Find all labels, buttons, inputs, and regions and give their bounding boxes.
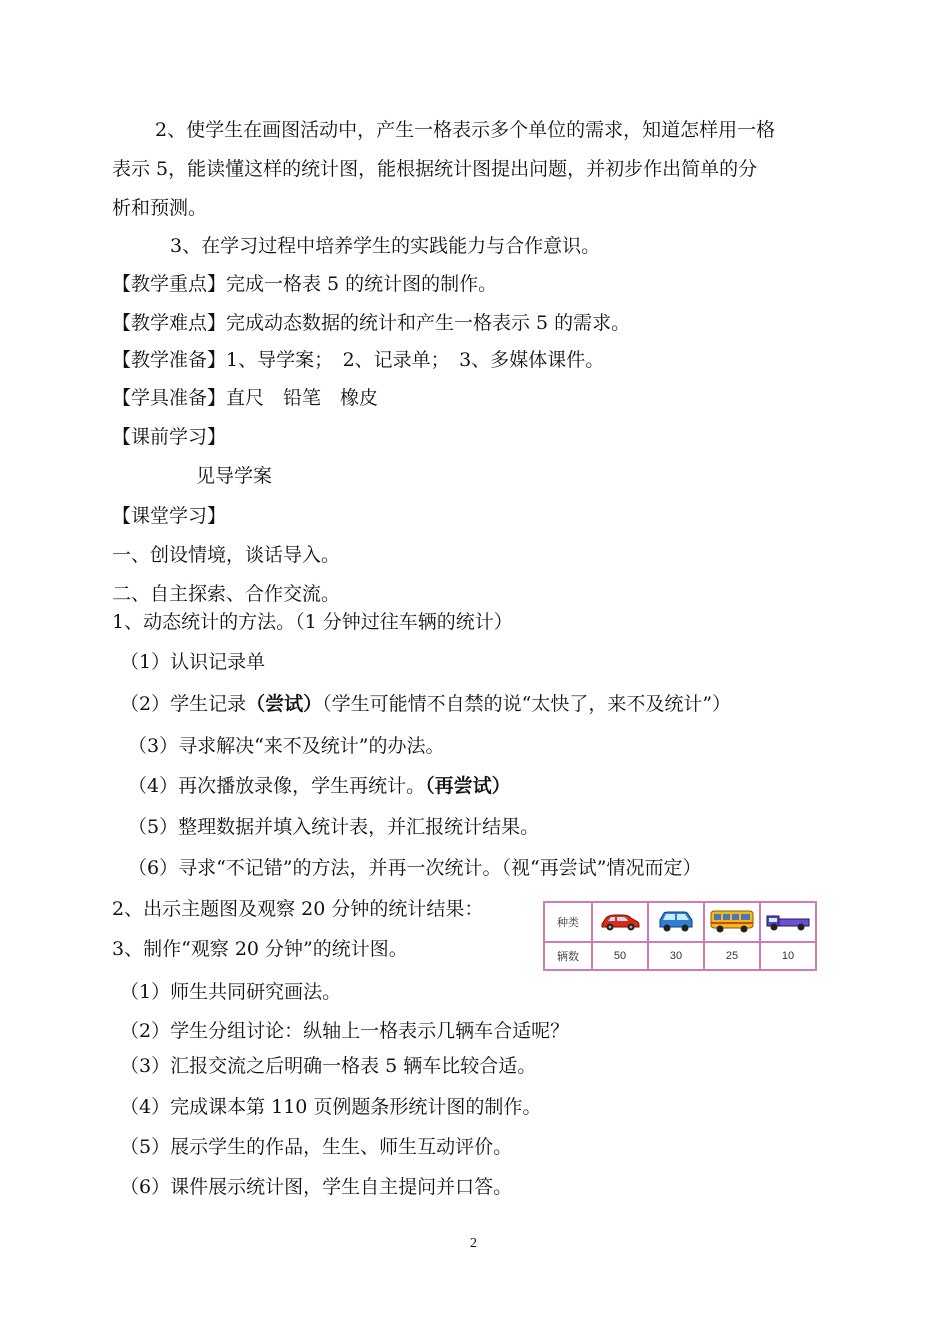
part-1-item-2 <box>120 692 731 716</box>
count-cell-blue-car: 30 <box>648 942 704 970</box>
vehicle-cell <box>760 902 816 942</box>
objective-2-line-1: 2、使学生在画图活动中，产生一格表示多个单位的需求，知道怎样用一格 <box>155 119 776 141</box>
part-2: 2、出示主题图及观察 20 分钟的统计结果： <box>112 898 484 920</box>
vehicle-count-row <box>544 942 816 970</box>
pre-study-heading: 【课前学习】 <box>112 426 227 448</box>
vehicle-type-row <box>544 902 816 942</box>
vehicle-cell <box>592 902 648 942</box>
pre-study-note: 见导学案 <box>196 465 273 487</box>
part-3-item-5: （5）展示学生的作品，生生、师生互动评价。 <box>120 1136 513 1158</box>
count-cell-bus: 25 <box>704 942 760 970</box>
step-2: 二、自主探索、合作交流。 <box>112 583 341 605</box>
objective-3: 3、在学习过程中培养学生的实践能力与合作意识。 <box>170 235 601 257</box>
vehicle-cell <box>704 902 760 942</box>
yellow-bus-icon <box>709 907 755 935</box>
part-3-item-6: （6）课件展示统计图，学生自主提问并口答。 <box>120 1176 513 1198</box>
part-3-item-4: （4）完成课本第 110 页例题条形统计图的制作。 <box>120 1096 542 1118</box>
key-point: 【教学重点】完成一格表 5 的统计图的制作。 <box>112 273 498 295</box>
purple-truck-icon <box>765 908 811 934</box>
part-3-item-3: （3）汇报交流之后明确一格表 5 辆车比较合适。 <box>120 1055 537 1077</box>
count-header-cell: 辆数 <box>544 942 592 970</box>
part-1-item-1: （1）认识记录单 <box>120 651 266 673</box>
type-header-cell: 种类 <box>544 902 592 942</box>
teaching-prep: 【教学准备】1、导学案； 2、记录单； 3、多媒体课件。 <box>112 349 605 371</box>
part-1-item-6: （6）寻求“不记错”的方法，并再一次统计。（视“再尝试”情况而定） <box>128 857 702 879</box>
objective-2-line-3: 析和预测。 <box>112 197 208 219</box>
item-2-text: （2）学生记录 <box>120 693 247 715</box>
part-3: 3、制作“观察 20 分钟”的统计图。 <box>112 938 408 960</box>
red-car-icon <box>599 909 641 933</box>
part-3-item-2: （2）学生分组讨论：纵轴上一格表示几辆车合适呢？ <box>120 1020 570 1042</box>
difficulty: 【教学难点】完成动态数据的统计和产生一格表示 5 的需求。 <box>112 312 631 334</box>
part-1-item-3: （3）寻求解决“来不及统计”的办法。 <box>128 735 445 757</box>
step-1: 一、创设情境，谈话导入。 <box>112 544 341 566</box>
item-4-text: （4）再次播放录像，学生再统计。 <box>128 775 426 797</box>
class-study-heading: 【课堂学习】 <box>112 505 227 527</box>
item-2-bold: （尝试） <box>246 693 323 715</box>
student-tools: 【学具准备】直尺 铅笔 橡皮 <box>112 387 379 409</box>
part-1: 1、动态统计的方法。（1 分钟过往车辆的统计） <box>112 611 513 633</box>
page-number: 2 <box>470 1236 477 1251</box>
part-1-item-5: （5）整理数据并填入统计表，并汇报统计结果。 <box>128 816 540 838</box>
objective-2-line-2: 表示 5，能读懂这样的统计图，能根据统计图提出问题，并初步作出简单的分 <box>112 158 758 180</box>
count-cell-red-car: 50 <box>592 942 648 970</box>
vehicle-cell <box>648 902 704 942</box>
part-1-item-4 <box>128 774 511 798</box>
item-4-bold: （再尝试） <box>425 775 511 797</box>
vehicle-count-table <box>543 901 817 971</box>
count-cell-truck: 10 <box>760 942 816 970</box>
blue-car-icon <box>656 908 696 934</box>
item-2-note: （学生可能情不自禁的说“太快了，来不及统计”） <box>322 693 732 715</box>
part-3-item-1: （1）师生共同研究画法。 <box>120 981 342 1003</box>
